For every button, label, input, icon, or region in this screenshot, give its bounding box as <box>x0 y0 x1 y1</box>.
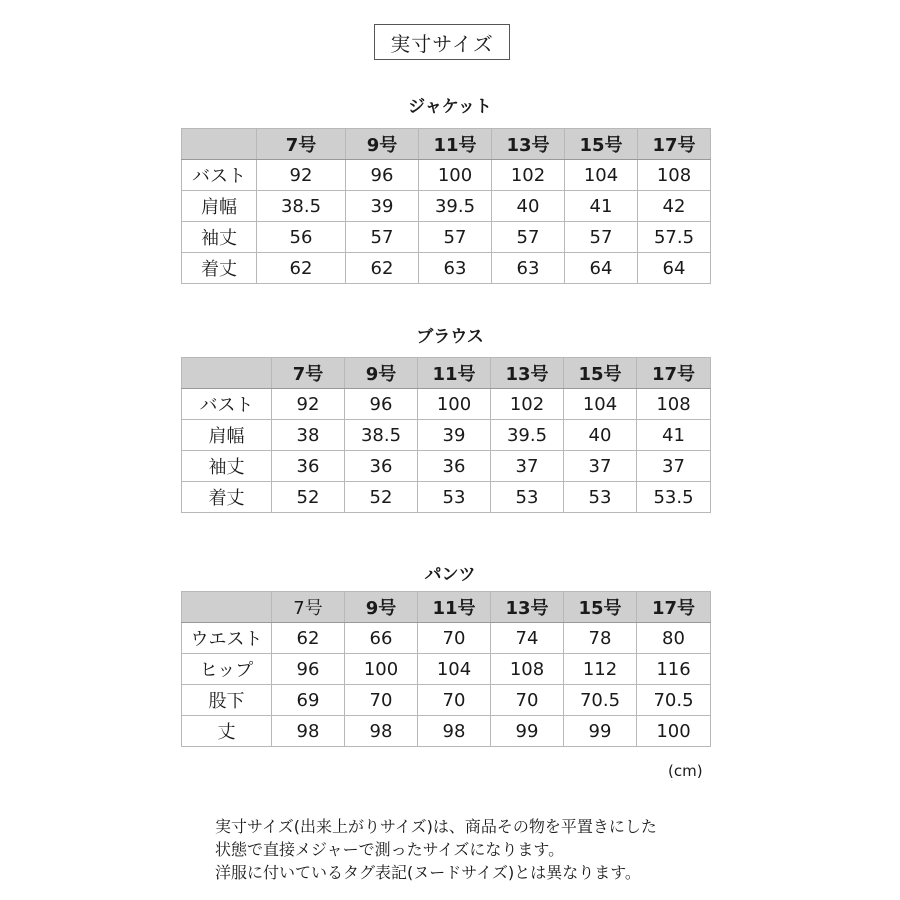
corner-cell <box>182 358 272 389</box>
table-cell: 63 <box>419 253 492 284</box>
table-cell: 92 <box>272 389 345 420</box>
pants-size-table <box>181 591 711 747</box>
table-cell: 100 <box>345 654 418 685</box>
table-cell: 96 <box>346 160 419 191</box>
table-cell: 63 <box>492 253 565 284</box>
row-label: 股下 <box>182 685 272 716</box>
size-header: 15号 <box>564 358 637 389</box>
table-cell: 112 <box>564 654 637 685</box>
size-header: 15号 <box>564 592 637 623</box>
table-row <box>182 389 711 420</box>
table-cell: 52 <box>272 482 345 513</box>
row-label: 肩幅 <box>182 420 272 451</box>
size-header: 11号 <box>419 129 492 160</box>
table-cell: 37 <box>564 451 637 482</box>
table-cell: 40 <box>492 191 565 222</box>
table-cell: 108 <box>491 654 564 685</box>
size-header: 13号 <box>491 358 564 389</box>
table-cell: 70.5 <box>564 685 637 716</box>
size-header: 7号 <box>272 358 345 389</box>
size-header: 13号 <box>492 129 565 160</box>
table-cell: 99 <box>564 716 637 747</box>
unit-note: (cm) <box>668 762 703 780</box>
table-cell: 96 <box>272 654 345 685</box>
table-cell: 70 <box>491 685 564 716</box>
table-cell: 100 <box>637 716 711 747</box>
table-cell: 108 <box>638 160 711 191</box>
table-cell: 53 <box>491 482 564 513</box>
table-cell: 41 <box>637 420 711 451</box>
table-cell: 69 <box>272 685 345 716</box>
table-cell: 62 <box>346 253 419 284</box>
table-row <box>182 623 711 654</box>
table-cell: 39.5 <box>419 191 492 222</box>
table-cell: 57 <box>346 222 419 253</box>
table-cell: 57 <box>565 222 638 253</box>
table-cell: 116 <box>637 654 711 685</box>
page-title: 実寸サイズ <box>374 24 510 60</box>
table-cell: 104 <box>418 654 491 685</box>
table-cell: 37 <box>637 451 711 482</box>
table-cell: 56 <box>257 222 346 253</box>
size-header: 17号 <box>638 129 711 160</box>
table-row <box>182 222 711 253</box>
table-cell: 66 <box>345 623 418 654</box>
table-cell: 80 <box>637 623 711 654</box>
row-label: 着丈 <box>182 253 257 284</box>
table-cell: 38 <box>272 420 345 451</box>
table-cell: 98 <box>418 716 491 747</box>
table-cell: 64 <box>565 253 638 284</box>
row-label: 肩幅 <box>182 191 257 222</box>
table-cell: 104 <box>565 160 638 191</box>
table-header-row <box>182 358 711 389</box>
table-cell: 53 <box>564 482 637 513</box>
row-label: 丈 <box>182 716 272 747</box>
size-header: 15号 <box>565 129 638 160</box>
table-cell: 104 <box>564 389 637 420</box>
table-cell: 98 <box>272 716 345 747</box>
table-cell: 39 <box>346 191 419 222</box>
table-cell: 78 <box>564 623 637 654</box>
table-header-row <box>182 592 711 623</box>
size-header: 17号 <box>637 358 711 389</box>
table-row <box>182 253 711 284</box>
footnote <box>215 815 657 884</box>
row-label: ウエスト <box>182 623 272 654</box>
table-cell: 36 <box>418 451 491 482</box>
table-cell: 102 <box>491 389 564 420</box>
size-header: 7号 <box>272 592 345 623</box>
pants-section-title: パンツ <box>424 565 476 585</box>
table-cell: 96 <box>345 389 418 420</box>
table-cell: 102 <box>492 160 565 191</box>
size-header: 13号 <box>491 592 564 623</box>
row-label: バスト <box>182 389 272 420</box>
table-cell: 70.5 <box>637 685 711 716</box>
table-cell: 36 <box>272 451 345 482</box>
table-cell: 64 <box>638 253 711 284</box>
table-row <box>182 420 711 451</box>
table-cell: 53.5 <box>637 482 711 513</box>
table-cell: 99 <box>491 716 564 747</box>
table-row <box>182 482 711 513</box>
table-cell: 36 <box>345 451 418 482</box>
footnote-line: 実寸サイズ(出来上がりサイズ)は、商品その物を平置きにした <box>215 817 657 836</box>
row-label: 袖丈 <box>182 222 257 253</box>
jacket-section-title: ジャケット <box>408 97 492 117</box>
corner-cell <box>182 592 272 623</box>
table-cell: 53 <box>418 482 491 513</box>
table-cell: 62 <box>257 253 346 284</box>
table-row <box>182 716 711 747</box>
table-cell: 70 <box>418 623 491 654</box>
size-header: 9号 <box>346 129 419 160</box>
table-row <box>182 685 711 716</box>
row-label: 袖丈 <box>182 451 272 482</box>
blouse-section-title: ブラウス <box>416 327 484 347</box>
size-header: 9号 <box>345 358 418 389</box>
table-cell: 39.5 <box>491 420 564 451</box>
table-row <box>182 451 711 482</box>
table-cell: 42 <box>638 191 711 222</box>
table-cell: 70 <box>345 685 418 716</box>
row-label: 着丈 <box>182 482 272 513</box>
table-header-row <box>182 129 711 160</box>
corner-cell <box>182 129 257 160</box>
table-cell: 40 <box>564 420 637 451</box>
table-cell: 74 <box>491 623 564 654</box>
size-header: 9号 <box>345 592 418 623</box>
table-cell: 98 <box>345 716 418 747</box>
footnote-line: 洋服に付いているタグ表記(ヌードサイズ)とは異なります。 <box>215 863 641 882</box>
table-cell: 108 <box>637 389 711 420</box>
table-cell: 62 <box>272 623 345 654</box>
table-cell: 57.5 <box>638 222 711 253</box>
blouse-size-table <box>181 357 711 513</box>
table-row <box>182 191 711 222</box>
table-cell: 100 <box>419 160 492 191</box>
table-cell: 52 <box>345 482 418 513</box>
size-header: 7号 <box>257 129 346 160</box>
table-cell: 57 <box>419 222 492 253</box>
size-header: 11号 <box>418 592 491 623</box>
row-label: バスト <box>182 160 257 191</box>
table-row <box>182 654 711 685</box>
table-cell: 38.5 <box>257 191 346 222</box>
table-cell: 41 <box>565 191 638 222</box>
table-cell: 92 <box>257 160 346 191</box>
table-cell: 37 <box>491 451 564 482</box>
size-header: 11号 <box>418 358 491 389</box>
size-header: 17号 <box>637 592 711 623</box>
table-cell: 39 <box>418 420 491 451</box>
table-cell: 100 <box>418 389 491 420</box>
table-cell: 57 <box>492 222 565 253</box>
footnote-line: 状態で直接メジャーで測ったサイズになります。 <box>215 840 565 859</box>
row-label: ヒップ <box>182 654 272 685</box>
table-row <box>182 160 711 191</box>
table-cell: 38.5 <box>345 420 418 451</box>
jacket-size-table <box>181 128 711 284</box>
table-cell: 70 <box>418 685 491 716</box>
